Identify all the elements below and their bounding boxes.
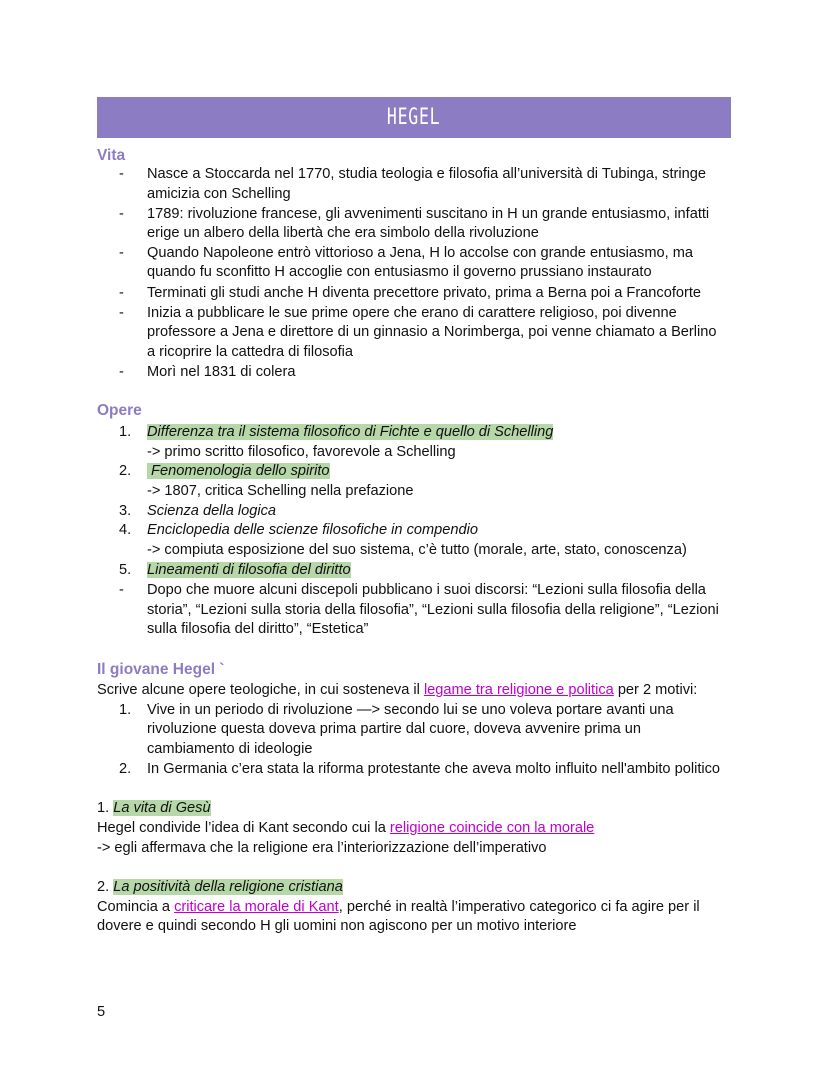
- work-note: -> compiuta esposizione del suo sistema, c’è tutto (morale, arte, stato, conoscenza): [147, 542, 687, 558]
- text: 1.: [97, 800, 114, 816]
- section-heading-opere: Opere: [97, 402, 142, 419]
- text: Scrive alcune opere teologiche, in cui sosteneva il: [97, 682, 424, 698]
- work-title: Enciclopedia delle scienze filosofiche in compendio: [147, 522, 478, 538]
- list-item-cont: erige un albero della libertà che era simbolo della rivoluzione: [147, 225, 539, 241]
- subheading-title: La positività della religione cristiana: [113, 879, 343, 895]
- text: , perché in realtà l’imperativo categorico ci fa agire per il: [338, 899, 700, 915]
- work-title: Differenza tra il sistema filosofico di Fichte e quello di Schelling: [147, 424, 554, 440]
- list-item: Terminati gli studi anche H diventa precettore privato, prima a Berna poi a Francoforte: [147, 285, 702, 301]
- list-number: 5.: [119, 562, 132, 578]
- list-item-cont: a ricoprire la cattedra di filosofia: [147, 344, 354, 360]
- work-note: -> primo scritto filosofico, favorevole a Schelling: [147, 444, 456, 460]
- section-heading-vita: Vita: [97, 147, 126, 164]
- list-number: 1.: [119, 702, 132, 718]
- bullet: -: [119, 206, 124, 222]
- link-criticare-kant[interactable]: criticare la morale di Kant: [174, 899, 339, 915]
- bullet: -: [119, 285, 124, 301]
- subheading-vita-gesu: [97, 798, 211, 818]
- paragraph-line: dovere e quindi secondo H gli uomini non agiscono per un motivo interiore: [97, 918, 577, 934]
- page-title: HEGEL: [387, 105, 441, 130]
- list-item-cont: storia”, “Lezioni sulla storia della filosofia”, “Lezioni sulla filosofia della religione”, “Lezioni: [147, 602, 719, 618]
- link-legame-religione-politica[interactable]: legame tra religione e politica: [423, 682, 614, 698]
- list-item-cont: rivoluzione questa doveva prima partire dal cuore, doveva avvenire prima un: [147, 721, 642, 737]
- bullet: -: [119, 364, 124, 380]
- list-item-cont: amicizia con Schelling: [147, 186, 291, 202]
- list-item: In Germania c’era stata la riforma protestante che aveva molto influito nell'ambito politico: [147, 761, 721, 777]
- subheading-title: La vita di Gesù: [113, 800, 211, 816]
- bullet: -: [119, 245, 124, 261]
- link-religione-morale[interactable]: religione coincide con la morale: [389, 820, 595, 836]
- list-item: Nasce a Stoccarda nel 1770, studia teologia e filosofia all’università di Tubinga, stringe: [147, 166, 706, 182]
- bullet: -: [119, 305, 124, 321]
- list-item-cont: cambiamento di ideologie: [147, 741, 313, 757]
- text: Hegel condivide l’idea di Kant secondo cui la: [97, 820, 390, 836]
- list-number: 2.: [119, 761, 132, 777]
- list-item-cont: quando fu sconfitto H accoglie con entusiasmo il governo prussiano instaurato: [147, 264, 652, 280]
- page-number: 5: [97, 1004, 106, 1020]
- section-heading-giovane: Il giovane Hegel `: [97, 661, 225, 678]
- work-title: Fenomenologia dello spirito: [147, 463, 330, 479]
- list-number: 3.: [119, 503, 132, 519]
- paragraph: [97, 897, 700, 917]
- text: Comincia a: [97, 899, 175, 915]
- intro-paragraph: [97, 680, 697, 700]
- list-number: 1.: [119, 424, 132, 440]
- list-item: Dopo che muore alcuni discepoli pubblicano i suoi discorsi: “Lezioni sulla filosofia della: [147, 582, 706, 598]
- list-item: 1789: rivoluzione francese, gli avvenimenti suscitano in H un grande entusiasmo, infatti: [147, 206, 710, 222]
- list-item-cont: sulla filosofia del diritto”, “Estetica”: [147, 621, 369, 637]
- list-number: 4.: [119, 522, 132, 538]
- text: 2.: [97, 879, 114, 895]
- bullet: -: [119, 582, 124, 598]
- subheading-positivita: [97, 877, 343, 897]
- text: per 2 motivi:: [613, 682, 698, 698]
- list-item: Inizia a pubblicare le sue prime opere che erano di carattere religioso, poi divenne: [147, 305, 677, 321]
- paragraph-line: -> egli affermava che la religione era l’interiorizzazione dell’imperativo: [97, 840, 547, 856]
- title-banner: [97, 97, 731, 138]
- paragraph: [97, 818, 594, 838]
- list-item: Vive in un periodo di rivoluzione —> secondo lui se uno voleva portare avanti una: [147, 702, 674, 718]
- work-title: Scienza della logica: [147, 503, 276, 519]
- list-item: Morì nel 1831 di colera: [147, 364, 296, 380]
- list-number: 2.: [119, 463, 132, 479]
- work-title: Lineamenti di filosofia del diritto: [147, 562, 351, 578]
- bullet: -: [119, 166, 124, 182]
- list-item: Quando Napoleone entrò vittorioso a Jena, H lo accolse con grande entusiasmo, ma: [147, 245, 693, 261]
- list-item-cont: professore a Jena e direttore di un ginnasio a Norimberga, poi venne chiamato a Berlino: [147, 324, 717, 340]
- work-note: -> 1807, critica Schelling nella prefazione: [147, 483, 414, 499]
